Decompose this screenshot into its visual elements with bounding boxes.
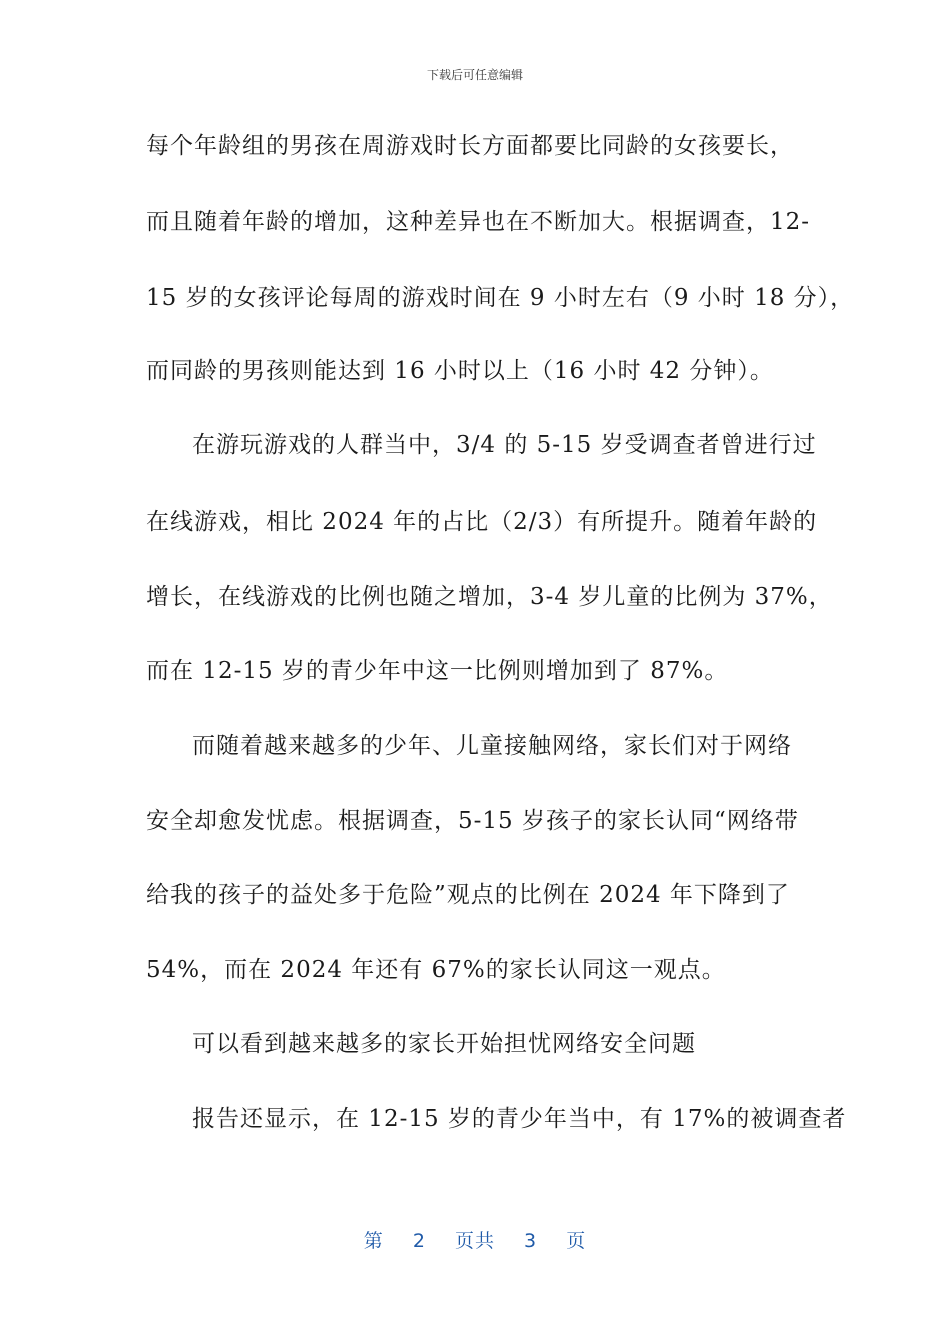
body-line-9: 而随着越来越多的少年、儿童接触网络，家长们对于网络 [192,733,792,759]
body-line-1: 每个年龄组的男孩在周游戏时长方面都要比同龄的女孩要长， [146,133,794,159]
body-line-8: 而在 12-15 岁的青少年中这一比例则增加到了 87%。 [146,658,729,684]
body-line-12: 54%，而在 2024 年还有 67%的家长认同这一观点。 [146,957,726,983]
footer-total-pages: 3 [524,1230,538,1252]
body-line-14: 报告还显示，在 12-15 岁的青少年当中，有 17%的被调查者 [192,1106,847,1132]
body-line-10: 安全却愈发忧虑。根据调查，5-15 岁孩子的家长认同“网络带 [146,808,799,834]
body-line-11: 给我的孩子的益处多于危险”观点的比例在 2024 年下降到了 [146,882,790,908]
footer-current-page: 2 [412,1230,426,1252]
body-line-2: 而且随着年龄的增加，这种差异也在不断加大。根据调查，12- [146,209,811,235]
footer-label-total: 页共 [454,1230,495,1252]
body-line-7: 增长，在线游戏的比例也随之增加，3-4 岁儿童的比例为 37%， [146,584,833,610]
footer-label-end: 页 [566,1230,587,1252]
body-line-6: 在线游戏，相比 2024 年的占比（2/3）有所提升。随着年龄的 [146,509,818,535]
body-line-3: 15 岁的女孩评论每周的游戏时间在 9 小时左右（9 小时 18 分）， [146,285,855,311]
body-line-13: 可以看到越来越多的家长开始担忧网络安全问题 [192,1031,696,1057]
body-line-5: 在游玩游戏的人群当中，3/4 的 5-15 岁受调查者曾进行过 [192,432,817,458]
page-header: 下载后可任意编辑 [426,68,523,82]
body-line-4: 而同龄的男孩则能达到 16 小时以上（16 小时 42 分钟）。 [146,358,774,384]
page-footer [0,1226,950,1253]
footer-label-page: 第 [363,1230,384,1252]
